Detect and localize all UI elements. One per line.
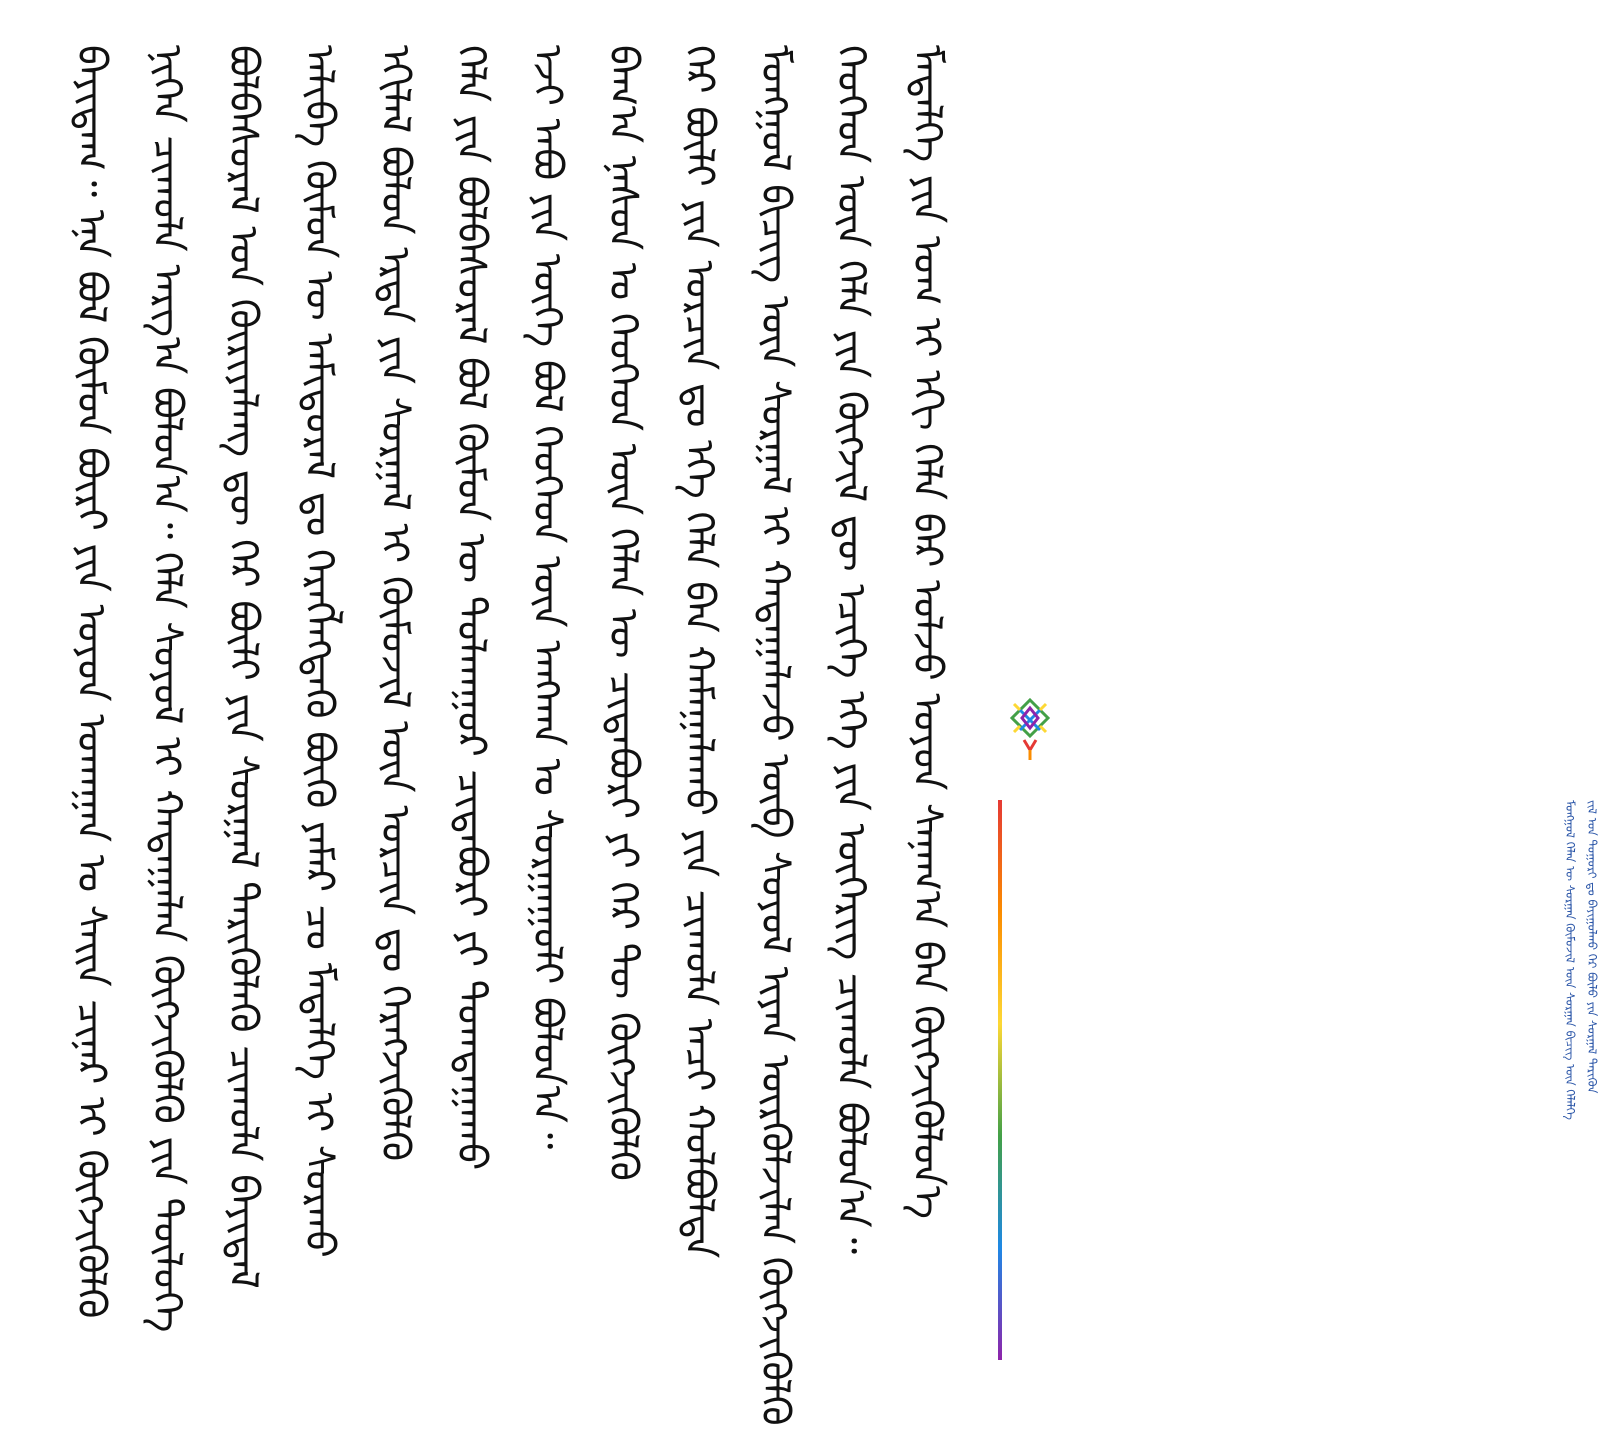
- accent-divider: [998, 800, 1002, 1360]
- text-column: ᠡᠵᠢ ᠠᠪᠤ ᠶᠢᠨ ᠦᠭᠡ ᠪᠣᠯ ᠬᠡᠦᠬᠡᠳ ᠦᠨ ᠠᠩᠬᠠᠨ ᠤ ᠰᠤᠷᠭᠠᠭᠤᠯᠢ ᠪᠣᠯᠤᠨ᠎ᠠ᠃: [524, 45, 570, 1150]
- text-column: ᠮᠣᠩᠭᠣᠯ ᠪᠢᠴᠢᠭ ᠦᠨ ᠰᠤᠷᠭᠠᠯ ᠢ ᠬᠠᠳᠠᠭᠠᠯᠠᠵᠤ ᠥᠪ ᠰᠣᠶᠣᠯ ᠢᠶᠠᠨ ᠦᠷᠭᠦᠯᠵᠢᠯᠡᠨ ᠬᠥᠭᠵᠢᠭᠦᠯᠬᠦ: [752, 45, 798, 1426]
- text-column: ᠠᠯᠢᠪᠠ ᠬᠦᠮᠦᠨ ᠦ ᠠᠮᠢᠳᠤᠷᠠᠯ ᠳᠤ ᠬᠡᠷᠡᠭᠯᠡᠭᠳᠡᠬᠦ ᠪᠦᠬᠦ ᠶᠠᠮᠠᠷ ᠴᠤ ᠮᠡᠳᠡᠯᠭᠡ ᠢ ᠰᠤᠷᠬᠤ: [296, 45, 342, 1258]
- text-column: ᠡᠬᠢᠯᠡᠯ ᠪᠣᠯᠤᠨ ᠡᠷᠲᠡ ᠶᠢᠨ ᠰᠤᠷᠭᠠᠯ ᠢ ᠬᠦᠮᠦᠵᠢᠯ ᠦᠨ ᠣᠷᠴᠢᠨ ᠳᠤ ᠬᠡᠷᠡᠭᠵᠢᠭᠦᠯᠬᠦ: [372, 45, 418, 1162]
- text-column: ᠬᠡᠯᠡ ᠶᠢᠨ ᠪᠣᠯᠪᠠᠰᠤᠷᠠᠯ ᠪᠣᠯ ᠬᠦᠮᠦᠨ ᠦ ᠲᠤᠯᠬᠠᠭᠤᠷ ᠴᠢᠳᠠᠪᠤᠷᠢ ᠶᠢ ᠲᠣᠭᠲᠠᠭᠠᠬᠤ: [448, 45, 494, 1171]
- header-caption-line: ᠮᠣᠩᠭᠣᠯ ᠬᠡᠯᠡᠨ ᠦ ᠰᠤᠷᠭᠠᠨ ᠬᠦᠮᠦᠵᠢᠯ ᠦᠨ ᠰᠤᠷᠭᠠᠨ ᠪᠢᠴᠢᠭ ᠦᠨ ᠬᠡᠯᠡᠯᠭᠡ: [1563, 800, 1577, 1120]
- text-column: ᠪᠣᠯᠪᠠᠰᠤᠷᠠᠯ ᠤᠨ ᠬᠦᠷᠢᠶᠡᠯᠡᠩ ᠳᠦ ᠭᠡᠷ ᠪᠦᠯᠢ ᠶᠢᠨ ᠰᠤᠷᠭᠠᠯ ᠲᠡᠷᠢᠭᠦᠯᠡᠬᠦ ᠴᠢᠬᠤᠯᠠ ᠪᠠᠶᠢᠳᠠᠯ: [220, 45, 266, 1289]
- body-text: [55, 45, 975, 1426]
- text-column: ᠪᠠᠭ᠎ᠠ ᠨᠠᠰᠤᠨ ᠤ ᠬᠡᠦᠬᠡᠳ ᠦᠨ ᠬᠡᠯᠡᠨ ᠦ ᠴᠢᠳᠠᠪᠤᠷᠢ ᠶᠢ ᠭᠡᠷ ᠲᠦ ᠬᠥᠭᠵᠢᠭᠦᠯᠬᠦ: [600, 45, 646, 1181]
- header-caption-line: ᠵᠢᠯ ᠤᠨ ᠲᠣᠭᠣᠷᠢ ᠳᠤ ᠪᠠᠶᠢᠭᠤᠯᠬᠤ ᠭᠡᠷ ᠪᠦᠯᠦ ᠶᠢᠨ ᠰᠤᠷᠭᠠᠯ ᠲᠡᠷᠢᠭᠦᠨ: [1585, 800, 1599, 1094]
- text-column: ᠨᠢᠭᠡᠨ ᠴᠢᠬᠤᠯᠠ ᠠᠷᠭ᠎ᠠ ᠪᠣᠯᠤᠨ᠎ᠠ᠃ ᠬᠡᠯᠡ ᠰᠣᠶᠣᠯ ᠢ ᠬᠠᠳᠠᠭᠠᠯᠠᠨ ᠬᠥᠭᠵᠢᠭᠦᠯᠬᠦ ᠶᠢᠨ ᠲᠥᠯᠦᠭᠡ: [144, 45, 190, 1333]
- endless-knot-icon: [1000, 690, 1060, 785]
- text-column: ᠪᠠᠶᠢᠳᠠᠭ᠃ ᠡᠨᠡ ᠪᠣᠯ ᠬᠦᠮᠦᠨ ᠪᠦᠷᠢ ᠶᠢᠨ ᠣᠶᠤᠨ ᠤᠬᠠᠭᠠᠨ ᠤ ᠰᠠᠢᠨ ᠴᠢᠨᠠᠷ ᠢ ᠬᠥᠭᠵᠢᠭᠦᠯᠬᠦ: [68, 45, 114, 1319]
- text-column: ᠬᠡᠦᠬᠡᠳ ᠦᠨ ᠬᠡᠯᠡ ᠶᠢᠨ ᠬᠥᠭᠵᠢᠯ ᠳᠦ ᠡᠴᠢᠭᠡ ᠡᠬᠡ ᠶᠢᠨ ᠦᠬᠡᠷᠢᠭ ᠴᠢᠬᠤᠯᠠ ᠪᠣᠯᠤᠨ᠎ᠠ᠃: [828, 45, 874, 1255]
- text-column: ᠭᠡᠷ ᠪᠦᠯᠢ ᠶᠢᠨ ᠤᠷᠴᠢᠨ ᠳᠤ ᠡᠬᠡ ᠬᠡᠯᠡ ᠪᠡᠨ ᠬᠠᠮᠠᠭᠠᠯᠠᠬᠤ ᠶᠢᠨ ᠴᠢᠬᠤᠯᠠ ᠠᠴᠢ ᠬᠣᠯᠪᠣᠯᠳᠠ: [676, 45, 722, 1259]
- text-column: ᠮᠡᠳᠡᠯᠭᠡ ᠶᠢᠨ ᠤᠭ ᠢ ᠡᠬᠢ ᠬᠡᠯᠡ ᠪᠡᠷ ᠣᠯᠵᠤ ᠤᠶᠤᠨ ᠰᠠᠨᠠᠭ᠎ᠠ ᠪᠡᠨ ᠬᠥᠭᠵᠢᠭᠦᠯᠦᠨ᠎ᠡ: [904, 45, 950, 1220]
